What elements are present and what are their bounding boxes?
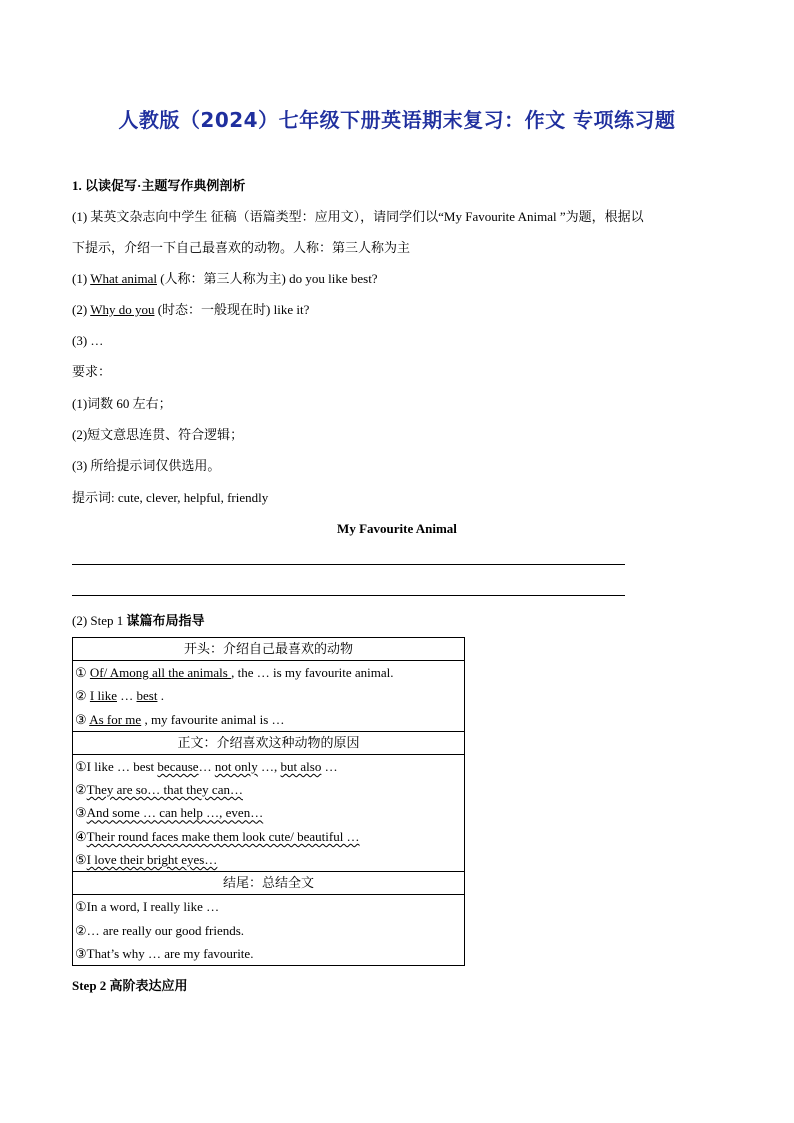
hint-1 [72, 271, 378, 287]
phrase-text: , my favourite animal is … [141, 711, 285, 727]
step1-prefix: (2) Step 1 [72, 613, 127, 628]
requirement-2: (2)短文意思连贯、符合逻辑； [72, 427, 244, 442]
row-number: ② [75, 782, 87, 798]
prompt-line-2: 下提示，介绍一下自己最喜欢的动物。人称：第三人称为主 [72, 240, 411, 255]
phrase-text: … are really our good friends. [86, 922, 245, 938]
phrase-wavy: not only [214, 758, 258, 774]
row-number: ① [75, 899, 87, 915]
end-row-3 [75, 942, 462, 965]
phrase-text: That’s why … are my favourite. [86, 945, 254, 961]
step1-label: 谋篇布局指导 [126, 613, 205, 628]
phrase-text: . [157, 688, 164, 704]
phrase-underlined: I like [89, 688, 117, 704]
phrase-wavy: because [157, 758, 199, 774]
intro-cell [73, 661, 465, 732]
phrase-text: … [198, 758, 215, 774]
requirements-heading: 要求： [72, 364, 112, 379]
structure-table [72, 637, 465, 966]
phrase-text: I like … best [86, 758, 158, 774]
question-heading: 1. 以读促写·主题写作典例剖析 [72, 178, 246, 193]
phrase-text: , the … is my favourite animal. [231, 665, 394, 680]
hint-2 [72, 302, 309, 318]
phrase-underlined: best [136, 688, 158, 704]
row-number: ③ [75, 945, 87, 961]
hint-1-underlined: What animal [90, 271, 157, 286]
hint-2-underlined: Why do you [90, 302, 155, 317]
hint-1-label: (1) [72, 271, 91, 286]
requirement-3: (3) 所给提示词仅供选用。 [72, 458, 221, 473]
phrase-text: … [116, 688, 137, 704]
intro-row-2 [75, 684, 462, 707]
phrase-text: …, [257, 758, 281, 774]
intro-row-1 [75, 661, 462, 684]
end-row-2 [75, 919, 462, 942]
step1-heading [72, 613, 205, 629]
row-number: ② [75, 688, 90, 704]
body-header: 正文：介绍喜欢这种动物的原因 [73, 731, 465, 754]
hint-2-label: (2) [72, 302, 91, 317]
phrase-wavy: And some … can help …, even… [86, 805, 264, 821]
row-number: ④ [75, 828, 87, 844]
row-number: ③ [75, 711, 90, 727]
hint-2-rest: (时态：一般现在时) like it? [154, 302, 310, 317]
body-row-2 [75, 778, 462, 801]
body-cell [73, 754, 465, 871]
phrase-text: … [321, 758, 338, 774]
answer-line-2 [72, 595, 625, 596]
row-number: ⑤ [75, 852, 87, 868]
step2-heading: Step 2 高阶表达应用 [72, 978, 188, 993]
answer-line-1 [72, 564, 625, 565]
page-title: 人教版（2024）七年级下册英语期末复习：作文 专项练习题 [118, 108, 676, 132]
phrase-wavy: They are so… that they can… [86, 782, 243, 798]
phrase-wavy: I love their bright eyes… [86, 852, 218, 868]
hint-3: (3) … [72, 333, 104, 348]
body-row-3 [75, 801, 462, 824]
intro-header: 开头：介绍自己最喜欢的动物 [73, 638, 465, 661]
essay-title: My Favourite Animal [337, 521, 457, 536]
row-number: ① [75, 758, 87, 774]
body-row-1 [75, 755, 462, 778]
end-header: 结尾：总结全文 [73, 872, 465, 895]
word-hint: 提示词: cute, clever, helpful, friendly [72, 490, 269, 505]
row-number: ③ [75, 805, 87, 821]
phrase-text: In a word, I really like … [86, 899, 220, 915]
phrase-underlined: Of/ Among all the animals [89, 665, 232, 680]
body-row-4 [75, 825, 462, 848]
body-row-5 [75, 848, 462, 871]
intro-row-3 [75, 708, 462, 731]
hint-1-rest: (人称：第三人称为主) do you like best? [156, 271, 378, 286]
end-cell [73, 895, 465, 966]
phrase-underlined: As for me [89, 711, 142, 727]
end-row-1 [75, 895, 462, 918]
prompt-line-1: (1) 某英文杂志向中学生 征稿（语篇类型：应用文），请同学们以“My Favourite Animal ”为题，根据以 [72, 209, 644, 224]
requirement-1: (1)词数 60 左右； [72, 396, 172, 411]
row-number: ② [75, 922, 87, 938]
row-number: ① [75, 665, 90, 680]
phrase-wavy: but also [280, 758, 322, 774]
phrase-wavy: Their round faces make them look cute/ beautiful … [86, 828, 360, 844]
